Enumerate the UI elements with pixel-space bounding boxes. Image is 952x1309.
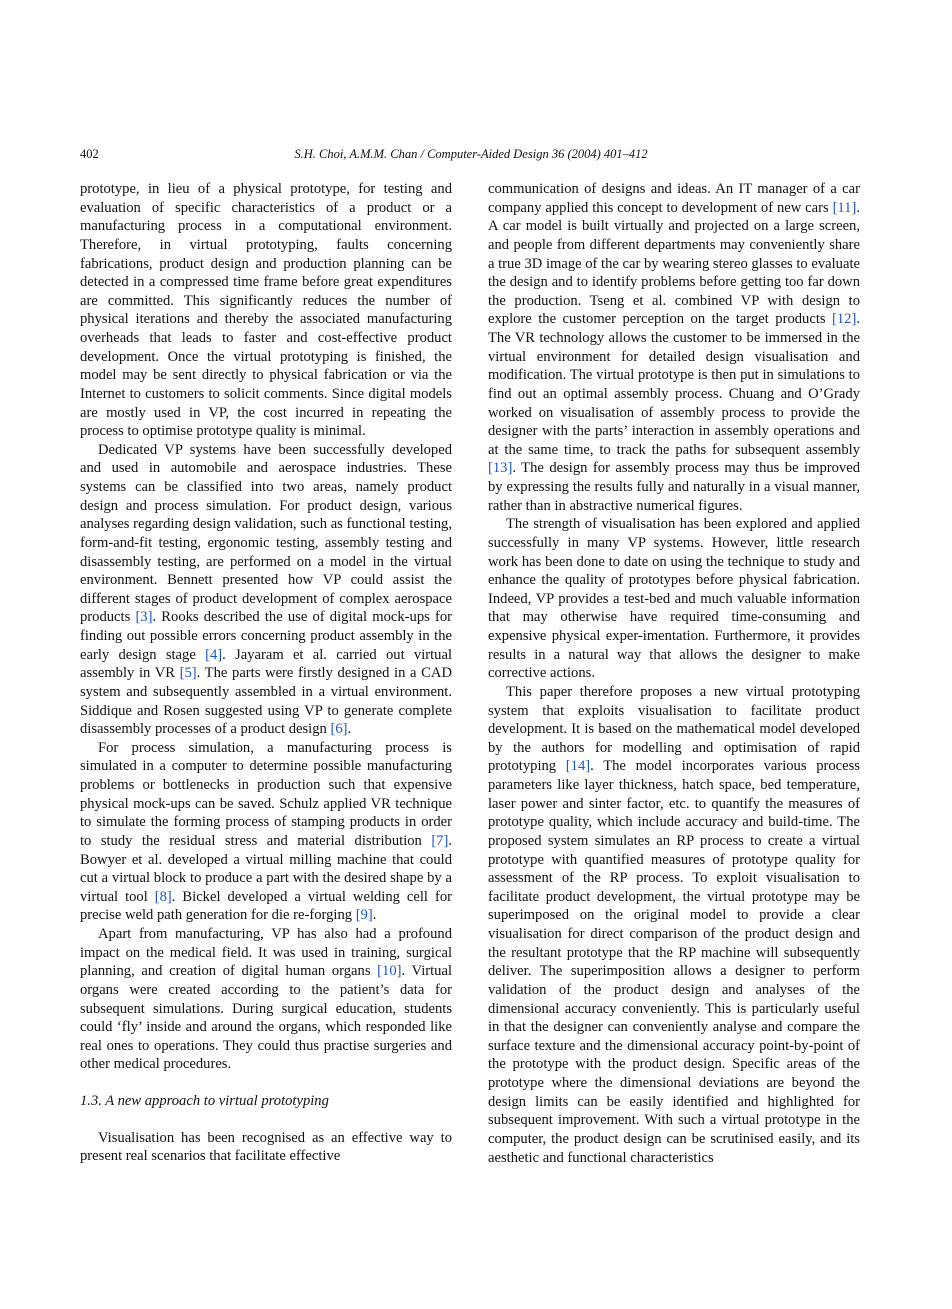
paragraph: Dedicated VP systems have been successfully developed and used in automobile and aerospace industries. These systems can be classified into two areas, namely product design and process simulation. For product design, various analyses regarding design validation, such as functional testing, form-and-fit testing, ergonomic testing, assembly testing and disassembly testing, are performed on a model in the virtual environment. Bennett presented how VP could assist the different stages of product development of complex aerospace products [3]. Rooks described the use of digital mock-ups for finding out possible errors concerning product assembly in the early design stage [4]. Jayaram et al. carried out virtual assembly in VR [5]. The parts were firstly designed in a CAD system and subsequently assembled in a virtual environment. Siddique and Rosen suggested using VP to generate complete disassembly processes of a product design [6]. — [80, 441, 453, 738]
citation-link[interactable]: [11] — [832, 199, 857, 216]
running-title: S.H. Choi, A.M.M. Chan / Computer-Aided Design 36 (2004) 401–412 — [294, 147, 648, 161]
citation-link[interactable]: [8] — [154, 888, 172, 905]
left-column — [80, 180, 452, 1166]
citation-link[interactable]: [6] — [330, 721, 348, 738]
section-heading: 1.3. A new approach to virtual prototyping — [80, 1093, 329, 1109]
citation-link[interactable]: [13] — [488, 460, 513, 477]
citation-link[interactable]: [5] — [179, 665, 197, 682]
citation-link[interactable]: [10] — [377, 963, 402, 980]
right-column — [488, 180, 860, 1167]
page-number: 402 — [80, 147, 99, 161]
citation-link[interactable]: [14] — [565, 758, 591, 775]
citation-link[interactable]: [3] — [135, 609, 153, 626]
paragraph: For process simulation, a manufacturing process is simulated in a computer to determine possible manufacturing problems or bottlenecks in production such that expensive physical mock-ups can be saved. Schulz applied VR technique to simulate the forming process of stamping products in order to study the residual stress and material distribution [7]. Bowyer et al. developed a virtual milling machine that could cut a virtual block to produce a part with the desired shape by a virtual tool [8]. Bickel developed a virtual welding cell for precise weld path generation for die re-forging [9]. — [80, 739, 452, 924]
paragraph: prototype, in lieu of a physical prototype, for testing and evaluation of specific characteristics of a product or a manufacturing process in a computational environment. Therefore, in virtual prototyping, faults concerning fabrications, product design and production planning can be detected in a compressed time frame before great expenditures are committed. This significantly reduces the number of physical iterations and thereby the associated manufacturing overheads that leads to faster and cost-effective product development. Once the virtual prototyping is finished, the model may be sent directly to physical fabrication or via the Internet to customers to solicit comments. Since digital models are mostly used in VP, the cost incurred in repeating the process to optimise prototype quality is minimal. — [80, 181, 452, 440]
paragraph: The strength of visualisation has been explored and applied successfully in many VP systems. However, little research work has been done to date on using the technique to study and enhance the quality of prototypes before physical fabrication. Indeed, VP provides a test-bed and much valuable information that may otherwise have required time-consuming and expensive physical exper-imentation. Furthermore, it provides results in a natural way that allows the designer to make corrective actions. — [488, 516, 860, 682]
page-header — [80, 147, 862, 165]
citation-link[interactable]: [4] — [205, 646, 223, 663]
citation-link[interactable]: [7] — [431, 832, 449, 849]
citation-link[interactable]: [9] — [355, 907, 373, 924]
paragraph: Apart from manufacturing, VP has also had a profound impact on the medical field. It was used in training, surgical planning, and creation of digital human organs [10]. Virtual organs were created according to the patient’s data for subsequent simulations. During surgical education, students could ‘fly’ inside and around the organs, which responded like real ones to operations. They could thus practise surgeries and other medical procedures. — [80, 926, 452, 1073]
citation-link[interactable]: [12] — [832, 311, 857, 328]
paragraph: Visualisation has been recognised as an effective way to present real scenarios that facilitate effective — [80, 1129, 452, 1165]
paragraph: communication of designs and ideas. An IT manager of a car company applied this concept to development of new cars [11]. A car model is built virtually and projected on a large screen, and people from different departments may conveniently share a true 3D image of the car by wearing stereo glasses to evaluate the design and to identify problems before getting too far down the production. Tseng et al. combined VP with design to explore the customer perception on the target products [12]. The VR technology allows the customer to be immersed in the virtual environment for detailed design visualisation and modification. The virtual prototype is then put in simulations to find out an optimal assembly process. Chuang and O’Grady worked on visualisation of assembly process to provide the designer with the parts’ interaction in assembly operations and at the same time, to track the paths for subsequent assembly [13]. The design for assembly process may thus be improved by expressing the results fully and naturally in a visual manner, rather than in abstractive numerical figures. — [488, 181, 860, 514]
paragraph: This paper therefore proposes a new virtual prototyping system that exploits visualisation to facilitate product development. It is based on the mathematical model developed by the authors for modelling and optimisation of rapid prototyping [14]. The model incorporates various process parameters like layer thickness, hatch space, bed temperature, laser power and sinter factor, etc. to quantify the measures of prototype quality, which include accuracy and build-time. The proposed system simulates an RP process to create a virtual prototype with quantified measures of prototype quality for assessment of the RP process. To exploit visualisation to facilitate product development, the virtual prototype may be superimposed on the original model to provide a clear visualisation for direct comparison of the product design and the resultant prototype that the RP machine will subsequently deliver. The superimposition allows a designer to perform validation of the product design and analyses of the dimensional accuracy conveniently. This is particularly useful in that the designer can conveniently analyse and compare the surface texture and the dimensional accuracy point-by-point of the prototype with the product design. Specific areas of the prototype where the dimensional deviations are beyond the design limits can be easily identified and highlighted for subsequent improvement. With such a virtual prototype in the computer, the product design can be scrutinised easily, and its aesthetic and functional characteristics — [488, 683, 860, 1166]
